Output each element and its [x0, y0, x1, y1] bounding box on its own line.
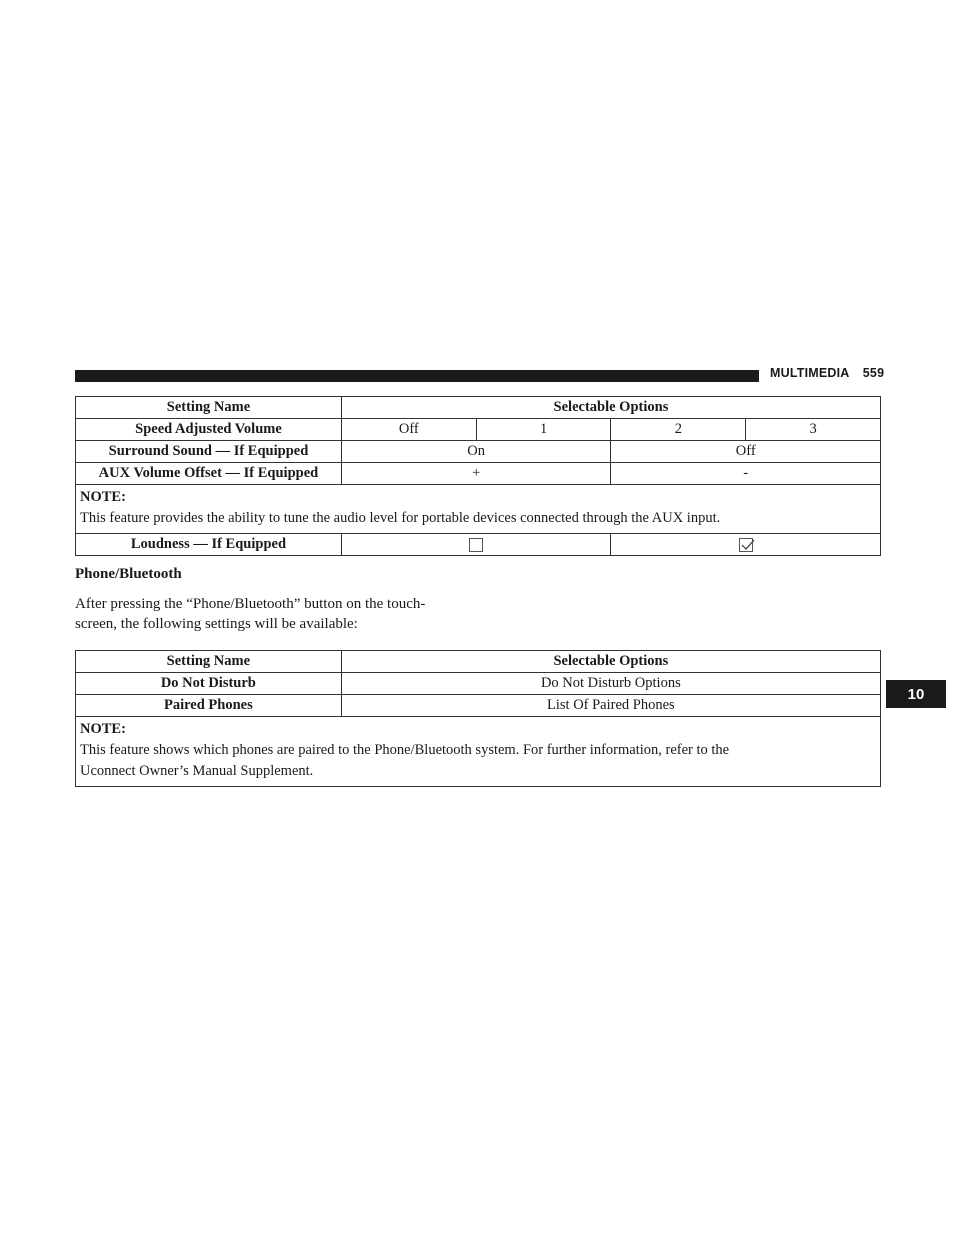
- setting-name: Surround Sound — If Equipped: [76, 441, 342, 463]
- column-header-selectable-options: Selectable Options: [341, 651, 880, 673]
- table-header-row: [76, 651, 881, 673]
- phone-settings-table: [75, 650, 881, 787]
- setting-name: AUX Volume Offset — If Equipped: [76, 463, 342, 485]
- note-label: NOTE:: [80, 721, 126, 737]
- option-cell: List Of Paired Phones: [341, 695, 880, 717]
- table-header-row: [76, 397, 881, 419]
- option-cell: 2: [611, 419, 746, 441]
- column-header-selectable-options: Selectable Options: [341, 397, 880, 419]
- column-header-setting-name: Setting Name: [76, 651, 342, 673]
- setting-name: Paired Phones: [76, 695, 342, 717]
- intro-line: screen, the following settings will be available:: [75, 616, 358, 632]
- table-row: [76, 695, 881, 717]
- intro-line: After pressing the “Phone/Bluetooth” button on the touch-: [75, 596, 426, 612]
- column-header-setting-name: Setting Name: [76, 397, 342, 419]
- note-cell: [76, 717, 881, 787]
- checkbox-unchecked-icon: [469, 538, 483, 552]
- note-text: This feature shows which phones are paired to the Phone/Bluetooth system. For further information, refer to the: [80, 742, 730, 758]
- option-cell: Off: [341, 419, 476, 441]
- table-row: [76, 463, 881, 485]
- checkbox-checked-icon: [739, 538, 753, 552]
- option-cell: [341, 534, 611, 556]
- note-row: [76, 485, 881, 534]
- table-row: [76, 534, 881, 556]
- option-cell: Off: [611, 441, 881, 463]
- header-rule: [75, 370, 759, 382]
- chapter-tab: 10: [886, 680, 946, 708]
- option-cell: On: [341, 441, 611, 463]
- table-row: [76, 441, 881, 463]
- option-cell: 3: [746, 419, 881, 441]
- audio-settings-table: [75, 396, 881, 556]
- intro-paragraph: [75, 594, 475, 634]
- setting-name: Speed Adjusted Volume: [76, 419, 342, 441]
- note-row: [76, 717, 881, 787]
- running-header: [770, 366, 884, 380]
- option-cell: [611, 534, 881, 556]
- option-cell: -: [611, 463, 881, 485]
- note-cell: [76, 485, 881, 534]
- option-cell: +: [341, 463, 611, 485]
- note-text: Uconnect Owner’s Manual Supplement.: [80, 763, 314, 779]
- page-number: 559: [862, 366, 885, 380]
- table-row: [76, 673, 881, 695]
- note-label: NOTE:: [80, 489, 126, 505]
- note-text: This feature provides the ability to tune the audio level for portable devices connected through the AUX input.: [80, 510, 721, 526]
- section-title: MULTIMEDIA: [770, 366, 850, 380]
- table-row: [76, 419, 881, 441]
- option-cell: Do Not Disturb Options: [341, 673, 880, 695]
- setting-name: Loudness — If Equipped: [76, 534, 342, 556]
- setting-name: Do Not Disturb: [76, 673, 342, 695]
- section-heading-phone-bluetooth: Phone/Bluetooth: [75, 566, 182, 582]
- option-cell: 1: [476, 419, 611, 441]
